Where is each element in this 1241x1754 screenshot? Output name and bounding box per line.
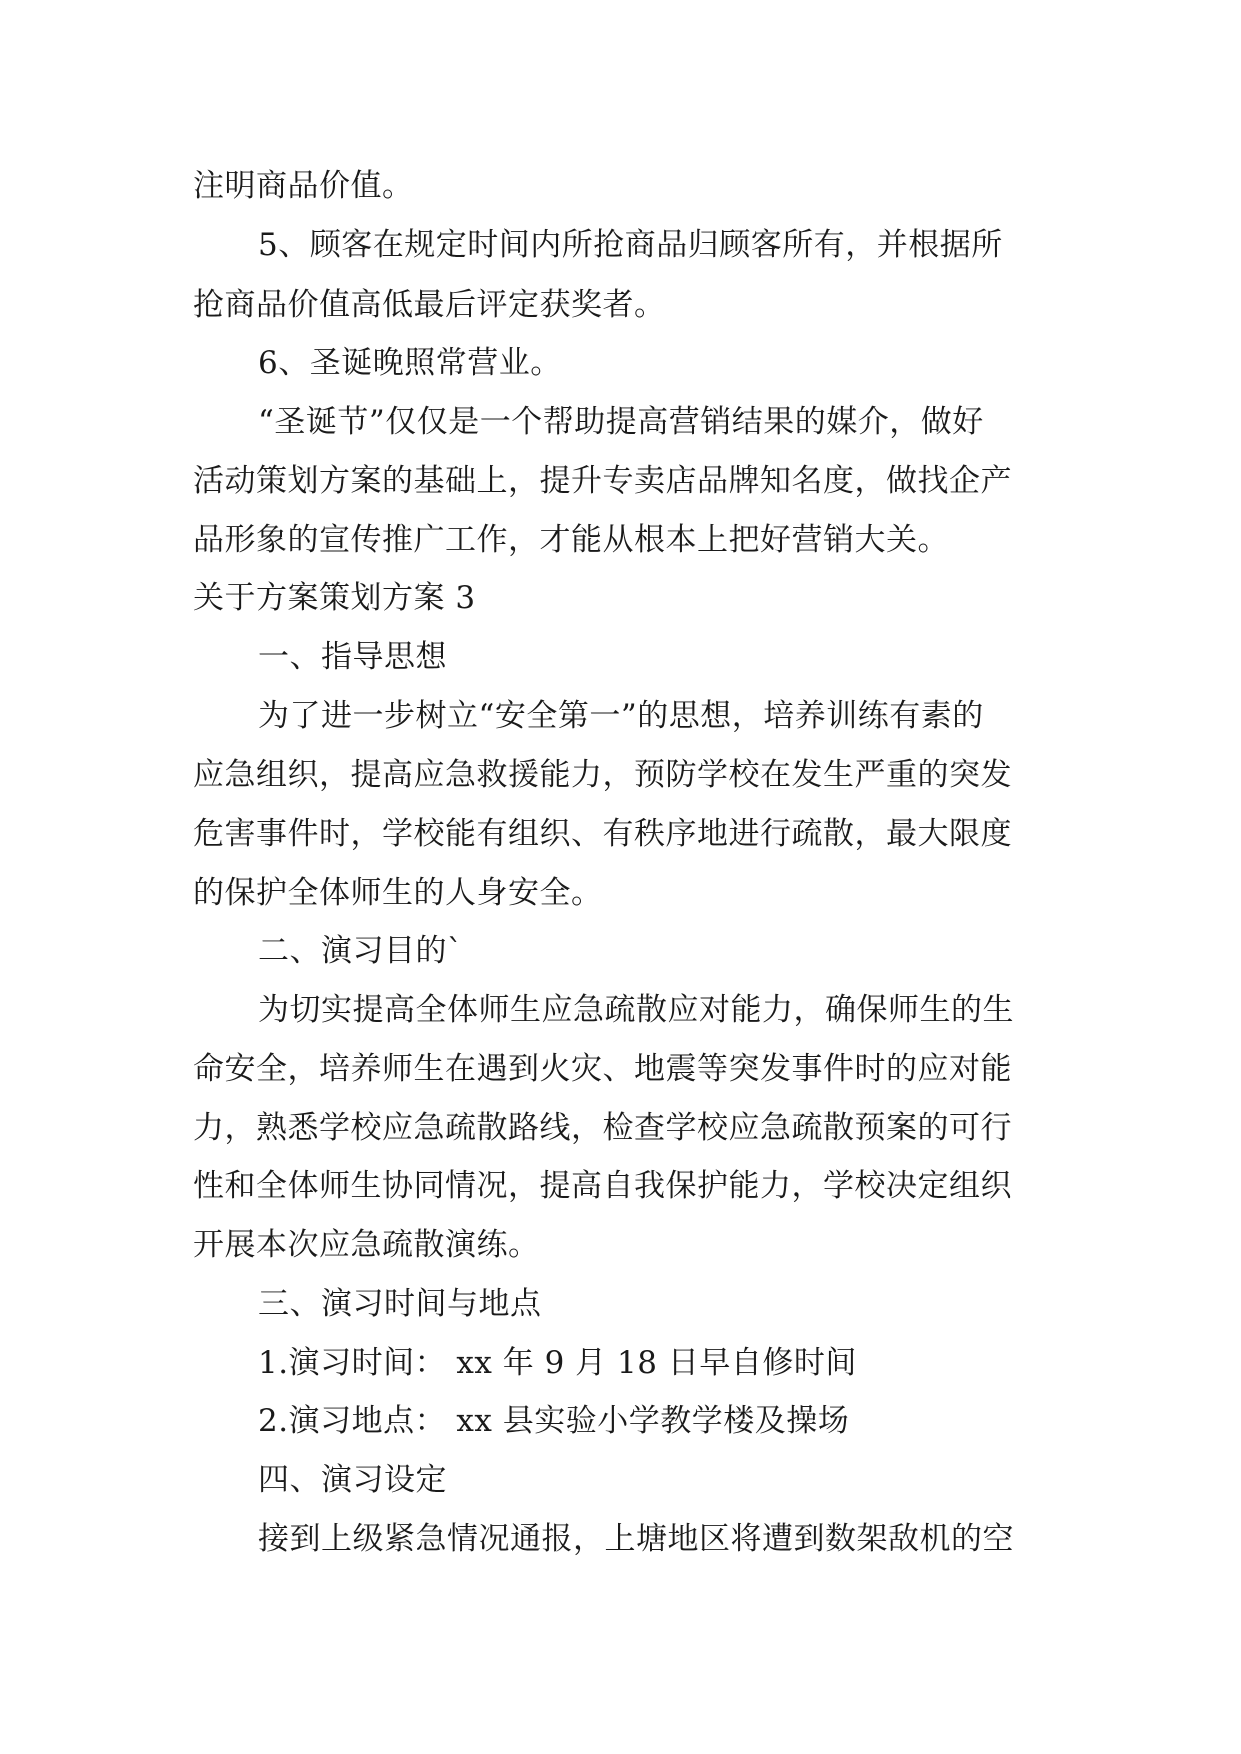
text-line: 危害事件时，学校能有组织、有秩序地进行疏散，最大限度: [193, 816, 1012, 852]
text-line: 活动策划方案的基础上，提升专卖店品牌知名度，做找企产: [193, 463, 1012, 499]
text-line: 2.演习地点： xx 县实验小学教学楼及操场: [258, 1403, 850, 1439]
text-line: 6、圣诞晚照常营业。: [258, 345, 562, 381]
text-line: 力，熟悉学校应急疏散路线，检查学校应急疏散预案的可行: [193, 1110, 1012, 1146]
text-line: 三、演习时间与地点: [258, 1286, 542, 1322]
text-line: 二、演习目的`: [258, 933, 463, 969]
text-line: 品形象的宣传推广工作，才能从根本上把好营销大关。: [193, 522, 949, 558]
text-line: 1.演习时间： xx 年 9 月 18 日早自修时间: [258, 1345, 857, 1381]
text-line: 5、顾客在规定时间内所抢商品归顾客所有，并根据所: [258, 227, 1003, 263]
text-line: 为了进一步树立“安全第一”的思想，培养训练有素的: [258, 698, 984, 734]
section-heading: 关于方案策划方案 3: [193, 580, 476, 616]
text-line: “圣诞节”仅仅是一个帮助提高营销结果的媒介，做好: [258, 404, 984, 440]
text-line: 的保护全体师生的人身安全。: [193, 875, 603, 911]
text-line: 四、演习设定: [258, 1462, 447, 1498]
text-line: 为切实提高全体师生应急疏散应对能力，确保师生的生: [258, 992, 1014, 1028]
text-line: 开展本次应急疏散演练。: [193, 1227, 540, 1263]
text-line: 性和全体师生协同情况，提高自我保护能力，学校决定组织: [193, 1168, 1012, 1204]
text-line: 应急组织，提高应急救援能力，预防学校在发生严重的突发: [193, 757, 1012, 793]
text-line: 一、指导思想: [258, 639, 447, 675]
text-line: 命安全，培养师生在遇到火灾、地震等突发事件时的应对能: [193, 1051, 1012, 1087]
text-line: 注明商品价值。: [193, 168, 414, 204]
text-line: 抢商品价值高低最后评定获奖者。: [193, 287, 666, 323]
text-line: 接到上级紧急情况通报，上塘地区将遭到数架敌机的空: [258, 1521, 1014, 1557]
